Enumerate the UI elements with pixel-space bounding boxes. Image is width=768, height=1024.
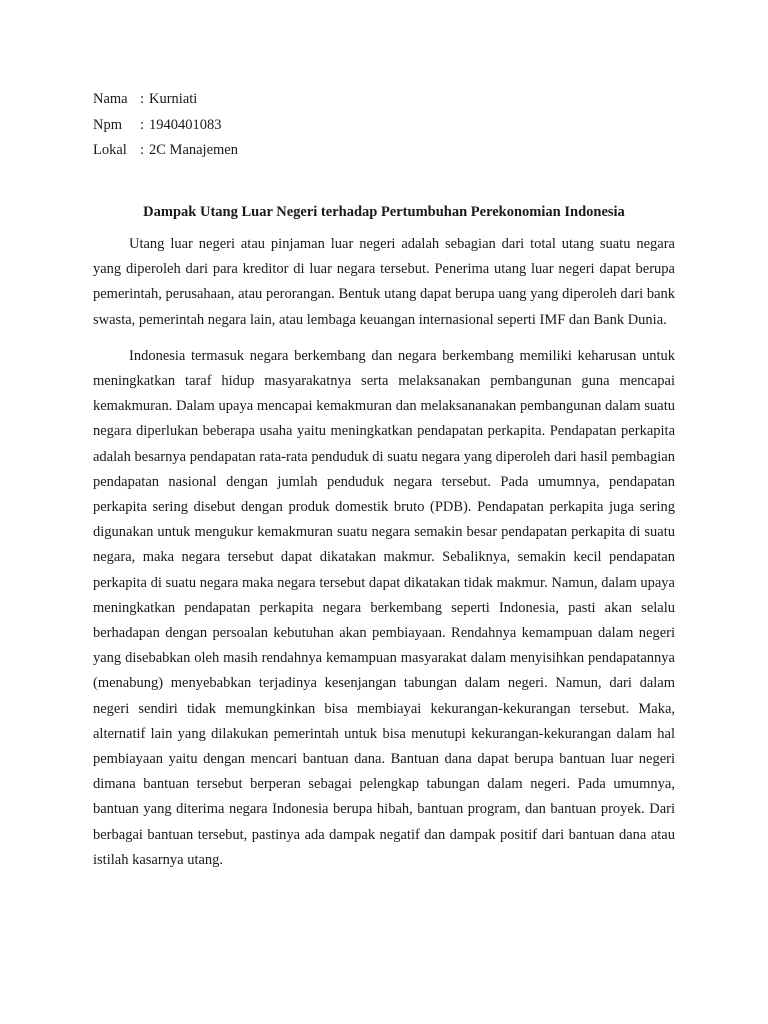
class-value: 2C Manajemen [149, 142, 238, 158]
name-label: Nama [93, 91, 128, 107]
class-separator: : [140, 142, 145, 158]
student-identity-block [93, 87, 238, 164]
paragraph-2: Indonesia termasuk negara berkembang dan negara berkembang memiliki keharusan untuk meningkatkan taraf hidup masyarakatnya serta melaksanakan pembangunan guna mencapai kemakmuran. Dalam upaya mencapai kemakmuran dan melaksananakan pembangunan dalam suatu negara diperlukan beberapa usaha yaitu meningkatkan pendapatan perkapita. Pendapatan perkapita adalah besarnya pendapatan rata-rata penduduk di suatu negara yang diperoleh dari hasil pembagian pendapatan nasional dengan jumlah penduduk negara tersebut. Pada umumnya, pendapatan perkapita sering disebut dengan produk domestik bruto (PDB). Pendapatan perkapita juga sering digunakan untuk mengukur kemakmuran suatu negara semakin besar pendapatan perkapita di suatu negara, maka negara tersebut dapat dikatakan makmur. Sebaliknya, semakin kecil pendapatan perkapita di suatu negara maka negara tersebut dapat dikatakan tidak makmur. Namun, dalam upaya meningkatkan pendapatan perkapita negara berkembang seperti Indonesia, pasti akan selalu berhadapan dengan persoalan kebutuhan akan pembiayaan. Rendahnya kemampuan dalam negeri yang disebabkan oleh masih rendahnya kemampuan masyarakat dalam menyisihkan pendapatannya (menabung) menyebabkan terjadinya kesenjangan tabungan dalam negeri. Namun, dari dalam negeri sendiri tidak memungkinkan bisa membiayai kekurangan-kekurangan tersebut. Maka, alternatif lain yang dilakukan pemerintah untuk bisa menutupi kekurangan-kekurangan dalam hal pembiayaan yaitu dengan mencari bantuan dana. Bantuan dana dapat berupa bantuan luar negeri dimana bantuan tersebut berperan sebagai pelengkap tabungan dalam negeri. Pada umumnya, bantuan yang diterima negara Indonesia berupa hibah, bantuan program, dan bantuan proyek. Dari berbagai bantuan tersebut, pastinya ada dampak negatif dan dampak positif dari bantuan dana atau istilah kasarnya utang. [93, 347, 675, 868]
name-value: Kurniati [149, 91, 198, 107]
npm-row [93, 113, 238, 139]
npm-value: 1940401083 [149, 116, 222, 133]
paragraph-1: Utang luar negeri atau pinjaman luar negeri adalah sebagian dari total utang suatu negara yang diperoleh dari para kreditor di luar negara tersebut. Penerima utang luar negeri dapat berupa pemerintah, perusahaan, atau perorangan. Bentuk utang dapat berupa uang yang diperoleh dari bank swasta, pemerintah negara lain, atau lembaga keuangan internasional seperti IMF dan Bank Dunia. [93, 236, 675, 328]
class-label: Lokal [93, 142, 127, 158]
name-row [93, 87, 238, 113]
document-body [93, 232, 675, 884]
document-title: Dampak Utang Luar Negeri terhadap Pertumbuhan Perekonomian Indonesia [143, 204, 625, 220]
class-row [93, 138, 238, 164]
name-separator: : [140, 91, 145, 107]
npm-separator: : [140, 116, 145, 133]
npm-label: Npm [93, 116, 122, 133]
